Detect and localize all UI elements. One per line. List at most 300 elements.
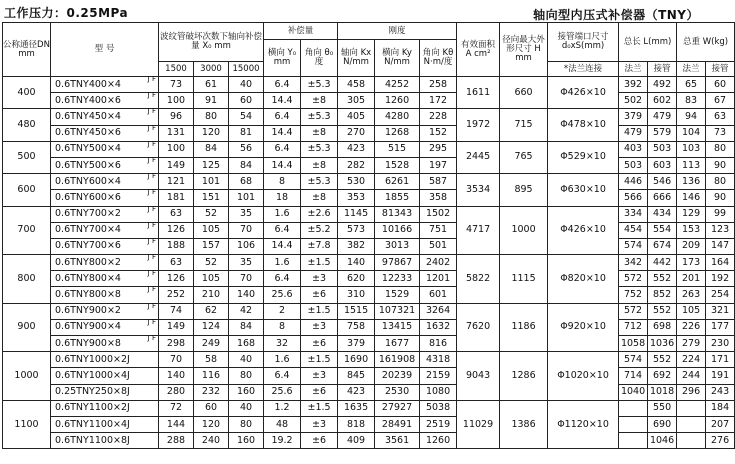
cell-kx: 573 (338, 222, 375, 238)
cell-weight-flange: 224 (677, 352, 706, 368)
cell-kx: 1690 (338, 352, 375, 368)
cell-ky: 10166 (375, 222, 420, 238)
cell-weight-flange: 296 (677, 384, 706, 400)
cell-kx: 1515 (338, 303, 375, 319)
table-row (3, 287, 735, 303)
cell-weight-pipe: 276 (706, 433, 735, 449)
cell-weight-flange: 244 (677, 368, 706, 384)
cell-ky: 81343 (375, 206, 420, 222)
cell-length-flange: 572 (619, 271, 648, 287)
cell-length-flange: 566 (619, 190, 648, 206)
cell-length-flange: 503 (619, 157, 648, 173)
cell-weight-flange: 153 (677, 222, 706, 238)
col-comp-group: 补偿量 (264, 23, 338, 40)
cell-x-1500: 131 (159, 125, 194, 141)
cell-weight-flange: 105 (677, 303, 706, 319)
table-row (3, 77, 735, 93)
cell-ktheta: 1502 (420, 206, 457, 222)
cell-weight-flange: 173 (677, 255, 706, 271)
cell-area: 5822 (457, 255, 500, 304)
cell-weight-flange: 279 (677, 336, 706, 352)
cell-kx: 382 (338, 238, 375, 254)
col-cycles-3000: 3000 (194, 62, 229, 77)
cell-lateral: 25.6 (264, 384, 301, 400)
cell-area: 1972 (457, 109, 500, 141)
model-text: 0.6TNY600×6 (55, 191, 121, 203)
cell-x-3000: 151 (194, 190, 229, 206)
cell-dn: 480 (3, 109, 51, 141)
table-header (3, 23, 735, 77)
cell-ky: 13415 (375, 319, 420, 335)
cell-length-pipe: 690 (648, 416, 677, 432)
cell-weight-pipe: 80 (706, 141, 735, 157)
cell-x-15000: 84 (229, 319, 264, 335)
cell-ky: 3013 (375, 238, 420, 254)
cell-x-1500: 149 (159, 157, 194, 173)
table-row (3, 190, 735, 206)
jf-marker: J F (147, 139, 156, 148)
cell-area: 4717 (457, 206, 500, 255)
table-row (3, 336, 735, 352)
cell-length-flange: 752 (619, 287, 648, 303)
cell-lateral: 14.4 (264, 93, 301, 109)
cell-od: 715 (500, 109, 548, 141)
cell-weight-flange: 226 (677, 319, 706, 335)
cell-dn: 400 (3, 77, 51, 109)
cell-x-1500: 96 (159, 109, 194, 125)
cell-length-flange: 1040 (619, 384, 648, 400)
cell-weight-flange (677, 400, 706, 416)
table-row (3, 400, 735, 416)
table-row (3, 352, 735, 368)
cell-ky: 1529 (375, 287, 420, 303)
cell-lateral: 14.4 (264, 157, 301, 173)
cell-x-3000: 105 (194, 271, 229, 287)
cell-kx: 758 (338, 319, 375, 335)
cell-ktheta: 2519 (420, 416, 457, 432)
cell-length-pipe: 492 (648, 77, 677, 93)
cell-kx: 1635 (338, 400, 375, 416)
cell-model (51, 336, 159, 352)
cell-x-1500: 280 (159, 384, 194, 400)
cell-length-pipe: 552 (648, 352, 677, 368)
cell-kx: 310 (338, 287, 375, 303)
col-length-pipe: 接管 (648, 62, 677, 77)
cell-length-pipe: 503 (648, 141, 677, 157)
cell-weight-flange: 209 (677, 238, 706, 254)
cell-ktheta: 295 (420, 141, 457, 157)
cell-angular: ±1.5 (301, 303, 338, 319)
cell-length-pipe: 674 (648, 238, 677, 254)
cell-x-1500: 288 (159, 433, 194, 449)
cell-ky: 1855 (375, 190, 420, 206)
cell-x-15000: 80 (229, 368, 264, 384)
jf-marker: J F (147, 220, 156, 229)
cell-ky: 4252 (375, 77, 420, 93)
col-ky: 横向 Ky N/mm (375, 40, 420, 77)
cell-weight-pipe: 90 (706, 190, 735, 206)
cell-x-3000: 116 (194, 368, 229, 384)
cell-angular: ±6 (301, 384, 338, 400)
cell-weight-flange: 136 (677, 174, 706, 190)
cell-ky: 27927 (375, 400, 420, 416)
cell-x-1500: 149 (159, 319, 194, 335)
cell-model (51, 255, 159, 271)
col-weight-pipe: 接管 (706, 62, 735, 77)
cell-length-flange: 502 (619, 93, 648, 109)
cell-angular: ±3 (301, 368, 338, 384)
cell-weight-pipe: 177 (706, 319, 735, 335)
cell-ky: 161908 (375, 352, 420, 368)
cell-angular: ±6 (301, 287, 338, 303)
col-ktheta: 角向 Kθ N·m/度 (420, 40, 457, 77)
cell-length-pipe: 579 (648, 125, 677, 141)
cell-ktheta: 197 (420, 157, 457, 173)
cell-ky: 515 (375, 141, 420, 157)
cell-x-15000: 42 (229, 303, 264, 319)
cell-conn: Φ1120×10 (548, 400, 619, 449)
cell-ky: 1268 (375, 125, 420, 141)
cell-x-15000: 40 (229, 352, 264, 368)
cell-length-pipe: 550 (648, 400, 677, 416)
cell-x-15000: 81 (229, 125, 264, 141)
model-text: 0.6TNY500×4 (55, 143, 121, 155)
cell-conn: Φ426×10 (548, 77, 619, 109)
cell-length-flange: 714 (619, 368, 648, 384)
cell-x-1500: 140 (159, 368, 194, 384)
cell-ky: 3561 (375, 433, 420, 449)
model-text: 0.6TNY450×4 (55, 110, 121, 122)
cell-x-1500: 73 (159, 77, 194, 93)
cell-length-pipe: 434 (648, 206, 677, 222)
model-text: 0.6TNY1000×4J (55, 369, 130, 381)
jf-marker: J F (147, 285, 156, 294)
cell-od: 765 (500, 141, 548, 173)
cell-weight-pipe: 80 (706, 174, 735, 190)
model-text: 0.6TNY500×6 (55, 159, 121, 171)
table-row (3, 157, 735, 173)
cell-model (51, 109, 159, 125)
cell-x-3000: 157 (194, 238, 229, 254)
cell-model (51, 303, 159, 319)
cell-lateral: 6.4 (264, 77, 301, 93)
cell-length-flange: 342 (619, 255, 648, 271)
cell-angular: ±3 (301, 319, 338, 335)
col-length-flange: 法兰 (619, 62, 648, 77)
cell-weight-pipe: 67 (706, 93, 735, 109)
cell-angular: ±2.6 (301, 206, 338, 222)
cell-conn: Φ1020×10 (548, 352, 619, 401)
cell-ktheta: 501 (420, 238, 457, 254)
model-text: 0.6TNY900×8 (55, 337, 121, 349)
cell-lateral: 8 (264, 319, 301, 335)
cell-lateral: 8 (264, 174, 301, 190)
cell-lateral: 1.6 (264, 255, 301, 271)
cell-kx: 282 (338, 157, 375, 173)
cell-conn: Φ630×10 (548, 174, 619, 206)
cell-angular: ±6 (301, 336, 338, 352)
table-body (3, 77, 735, 449)
cell-model (51, 271, 159, 287)
cell-area: 3534 (457, 174, 500, 206)
cell-weight-flange: 113 (677, 157, 706, 173)
cell-x-1500: 74 (159, 303, 194, 319)
col-dn: 公称通径DN mm (3, 23, 51, 77)
col-lateral: 横向 Y₀ mm (264, 40, 301, 77)
cell-length-flange: 454 (619, 222, 648, 238)
cell-angular: ±5.3 (301, 141, 338, 157)
cell-x-15000: 56 (229, 141, 264, 157)
model-text: 0.6TNY900×4 (55, 321, 121, 333)
cell-model (51, 238, 159, 254)
table-row (3, 141, 735, 157)
model-text: 0.6TNY900×2 (55, 305, 121, 317)
col-cycles-15000: 15000 (229, 62, 264, 77)
cell-weight-flange: 201 (677, 271, 706, 287)
cell-od: 1000 (500, 206, 548, 255)
cell-model (51, 384, 159, 400)
cell-length-flange: 479 (619, 125, 648, 141)
jf-marker: J F (147, 123, 156, 132)
cell-ktheta: 152 (420, 125, 457, 141)
cell-angular: ±5.3 (301, 77, 338, 93)
jf-marker: J F (147, 236, 156, 245)
col-angular: 角向 θ₀ 度 (301, 40, 338, 77)
cell-dn: 500 (3, 141, 51, 173)
cell-length-flange: 574 (619, 238, 648, 254)
cell-ktheta: 816 (420, 336, 457, 352)
jf-marker: J F (147, 91, 156, 100)
cell-x-15000: 84 (229, 157, 264, 173)
cell-x-15000: 106 (229, 238, 264, 254)
cell-x-15000: 35 (229, 255, 264, 271)
jf-marker: J F (147, 269, 156, 278)
cell-weight-flange: 104 (677, 125, 706, 141)
cell-weight-pipe: 184 (706, 400, 735, 416)
cell-length-pipe: 852 (648, 287, 677, 303)
model-text: 0.6TNY1000×2J (55, 353, 130, 365)
cell-x-1500: 188 (159, 238, 194, 254)
cell-length-pipe: 1046 (648, 433, 677, 449)
cell-od: 1186 (500, 303, 548, 352)
cell-lateral: 2 (264, 303, 301, 319)
page-header (0, 0, 705, 22)
cell-model (51, 157, 159, 173)
jf-marker: J F (147, 301, 156, 310)
model-text: 0.6TNY1100×2J (55, 402, 130, 414)
jf-marker: J F (147, 172, 156, 181)
col-cycles-1500: 1500 (159, 62, 194, 77)
cell-weight-flange: 103 (677, 141, 706, 157)
cell-weight-pipe: 90 (706, 157, 735, 173)
cell-kx: 405 (338, 109, 375, 125)
cell-weight-pipe: 60 (706, 77, 735, 93)
cell-area: 2445 (457, 141, 500, 173)
cell-length-flange (619, 433, 648, 449)
cell-x-15000: 160 (229, 433, 264, 449)
jf-marker: J F (147, 253, 156, 262)
cell-model (51, 416, 159, 432)
cell-ktheta: 601 (420, 287, 457, 303)
col-length: 总长 L(mm) (619, 23, 677, 62)
cell-angular: ±8 (301, 93, 338, 109)
cell-kx: 458 (338, 77, 375, 93)
cell-ky: 20239 (375, 368, 420, 384)
cell-length-flange: 379 (619, 109, 648, 125)
cell-x-15000: 35 (229, 206, 264, 222)
cell-x-3000: 62 (194, 303, 229, 319)
cell-weight-pipe: 254 (706, 287, 735, 303)
cell-x-1500: 126 (159, 271, 194, 287)
cell-weight-pipe: 192 (706, 271, 735, 287)
cell-length-flange: 392 (619, 77, 648, 93)
model-text: 0.6TNY400×4 (55, 78, 121, 90)
table-row (3, 109, 735, 125)
cell-x-3000: 232 (194, 384, 229, 400)
col-area: 有效面积 A cm² (457, 23, 500, 77)
cell-kx: 423 (338, 384, 375, 400)
table-row (3, 174, 735, 190)
cell-lateral: 18 (264, 190, 301, 206)
cell-x-1500: 126 (159, 222, 194, 238)
cell-od: 1115 (500, 255, 548, 304)
cell-lateral: 6.4 (264, 271, 301, 287)
cell-x-3000: 91 (194, 93, 229, 109)
cell-ktheta: 2159 (420, 368, 457, 384)
cell-angular: ±3 (301, 416, 338, 432)
cell-weight-flange (677, 433, 706, 449)
cell-angular: ±5.2 (301, 222, 338, 238)
cell-model (51, 206, 159, 222)
cell-x-15000: 160 (229, 384, 264, 400)
cell-lateral: 1.6 (264, 352, 301, 368)
cell-lateral: 6.4 (264, 141, 301, 157)
cell-model (51, 433, 159, 449)
cell-lateral: 32 (264, 336, 301, 352)
compensator-spec-table (2, 22, 735, 449)
cell-od: 1286 (500, 352, 548, 401)
cell-length-pipe: 698 (648, 319, 677, 335)
table-row (3, 271, 735, 287)
cell-kx: 140 (338, 255, 375, 271)
cell-length-pipe: 554 (648, 222, 677, 238)
cell-x-15000: 140 (229, 287, 264, 303)
col-conn-sub: *法兰连接 (548, 62, 619, 77)
cell-x-3000: 58 (194, 352, 229, 368)
cell-model (51, 319, 159, 335)
cell-dn: 800 (3, 255, 51, 304)
cell-conn: Φ820×10 (548, 255, 619, 304)
cell-ktheta: 258 (420, 77, 457, 93)
cell-angular: ±1.5 (301, 400, 338, 416)
cell-x-1500: 100 (159, 93, 194, 109)
cell-ky: 1260 (375, 93, 420, 109)
table-row (3, 319, 735, 335)
cell-weight-pipe: 230 (706, 336, 735, 352)
cell-conn: Φ426×10 (548, 206, 619, 255)
cell-model (51, 400, 159, 416)
cell-kx: 409 (338, 433, 375, 449)
cell-length-pipe: 442 (648, 255, 677, 271)
table-row (3, 125, 735, 141)
cell-conn: Φ478×10 (548, 109, 619, 141)
cell-angular: ±6 (301, 433, 338, 449)
cell-ky: 107321 (375, 303, 420, 319)
cell-x-1500: 63 (159, 255, 194, 271)
cell-angular: ±8 (301, 125, 338, 141)
cell-length-flange (619, 416, 648, 432)
cell-weight-pipe: 321 (706, 303, 735, 319)
table-row (3, 93, 735, 109)
cell-dn: 700 (3, 206, 51, 255)
cell-ky: 6261 (375, 174, 420, 190)
cell-conn: Φ529×10 (548, 141, 619, 173)
cell-dn: 1100 (3, 400, 51, 449)
col-od: 径向最大外形尺寸 H mm (500, 23, 548, 77)
cell-x-1500: 121 (159, 174, 194, 190)
model-text: 0.6TNY700×6 (55, 240, 121, 252)
cell-kx: 423 (338, 141, 375, 157)
cell-x-15000: 40 (229, 77, 264, 93)
cell-model (51, 141, 159, 157)
cell-length-flange: 574 (619, 352, 648, 368)
cell-x-15000: 68 (229, 174, 264, 190)
cell-lateral: 1.6 (264, 206, 301, 222)
cell-angular: ±5.3 (301, 109, 338, 125)
model-text: 0.6TNY1100×4J (55, 418, 130, 430)
cell-lateral: 14.4 (264, 238, 301, 254)
cell-conn: Φ920×10 (548, 303, 619, 352)
model-text: 0.6TNY800×2 (55, 256, 121, 268)
jf-marker: J F (147, 334, 156, 342)
cell-weight-pipe: 191 (706, 368, 735, 384)
cell-x-1500: 181 (159, 190, 194, 206)
cell-ktheta: 1080 (420, 384, 457, 400)
model-text: 0.6TNY600×4 (55, 175, 121, 187)
cell-ktheta: 4318 (420, 352, 457, 368)
col-kx: 轴向 Kx N/mm (338, 40, 375, 77)
cell-length-pipe: 602 (648, 93, 677, 109)
cell-lateral: 6.4 (264, 368, 301, 384)
cell-ky: 1677 (375, 336, 420, 352)
col-conn: 接管端口尺寸 d₀xS(mm) (548, 23, 619, 62)
cell-weight-flange: 83 (677, 93, 706, 109)
cell-ky: 1528 (375, 157, 420, 173)
cell-length-pipe: 603 (648, 157, 677, 173)
cell-lateral: 1.2 (264, 400, 301, 416)
cell-length-pipe: 479 (648, 109, 677, 125)
cell-weight-flange: 146 (677, 190, 706, 206)
table-row (3, 384, 735, 400)
cell-dn: 600 (3, 174, 51, 206)
cell-x-15000: 40 (229, 400, 264, 416)
cell-x-3000: 61 (194, 77, 229, 93)
cell-length-flange: 712 (619, 319, 648, 335)
cell-weight-pipe: 171 (706, 352, 735, 368)
cell-weight-flange: 65 (677, 77, 706, 93)
cell-model (51, 77, 159, 93)
cell-ktheta: 172 (420, 93, 457, 109)
cell-kx: 305 (338, 93, 375, 109)
model-text: 0.25TNY250×8J (55, 386, 130, 398)
cell-weight-flange: 94 (677, 109, 706, 125)
cell-length-pipe: 1036 (648, 336, 677, 352)
col-weight-flange: 法兰 (677, 62, 706, 77)
cell-length-pipe: 546 (648, 174, 677, 190)
cell-ky: 97867 (375, 255, 420, 271)
cell-angular: ±3 (301, 271, 338, 287)
cell-ky: 12233 (375, 271, 420, 287)
